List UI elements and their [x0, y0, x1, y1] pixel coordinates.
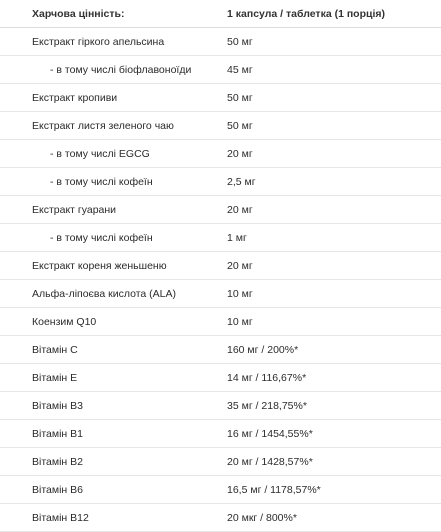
- nutrient-amount: 50 мг: [221, 112, 441, 140]
- nutrient-name: Екстракт листя зеленого чаю: [0, 112, 221, 140]
- nutrient-amount: 10 мг: [221, 280, 441, 308]
- nutrient-amount: 16,5 мг / 1178,57%*: [221, 476, 441, 504]
- nutrient-amount: 20 мг: [221, 196, 441, 224]
- nutrient-amount: 20 мг: [221, 252, 441, 280]
- nutrient-name: Коензим Q10: [0, 308, 221, 336]
- nutrient-name: Вітамін C: [0, 336, 221, 364]
- table-row: [0, 224, 441, 252]
- nutrient-amount: 20 мг / 1428,57%*: [221, 448, 441, 476]
- column-header-nutrient: Харчова цінність:: [0, 0, 221, 28]
- nutrient-amount: 10 мг: [221, 308, 441, 336]
- table-row: [0, 84, 441, 112]
- nutrient-amount: 2,5 мг: [221, 168, 441, 196]
- table-row: [0, 476, 441, 504]
- table-row: [0, 448, 441, 476]
- nutrient-amount: 45 мг: [221, 56, 441, 84]
- header-row: [0, 0, 441, 28]
- nutrient-name: - в тому числі біофлавоноїди: [0, 56, 221, 84]
- table-row: [0, 336, 441, 364]
- nutrient-amount: 20 мг: [221, 140, 441, 168]
- table-row: [0, 420, 441, 448]
- nutrient-amount: 50 мг: [221, 28, 441, 56]
- nutrient-amount: 16 мг / 1454,55%*: [221, 420, 441, 448]
- column-header-serving: 1 капсула / таблетка (1 порція): [221, 0, 441, 28]
- nutrient-name: - в тому числі кофеїн: [0, 224, 221, 252]
- nutrient-name: - в тому числі EGCG: [0, 140, 221, 168]
- nutrient-amount: 14 мг / 116,67%*: [221, 364, 441, 392]
- nutrient-name: Вітамін E: [0, 364, 221, 392]
- nutrient-name: Вітамін B2: [0, 448, 221, 476]
- nutrient-amount: 20 мкг / 800%*: [221, 504, 441, 532]
- table-row: [0, 308, 441, 336]
- table-row: [0, 168, 441, 196]
- nutrient-name: Вітамін B12: [0, 504, 221, 532]
- nutrient-name: - в тому числі кофеїн: [0, 168, 221, 196]
- nutrition-table-head: [0, 0, 441, 28]
- nutrient-amount: 160 мг / 200%*: [221, 336, 441, 364]
- nutrient-amount: 1 мг: [221, 224, 441, 252]
- table-row: [0, 364, 441, 392]
- table-row: [0, 252, 441, 280]
- nutrient-amount: 35 мг / 218,75%*: [221, 392, 441, 420]
- nutrient-name: Вітамін B3: [0, 392, 221, 420]
- nutrient-name: Вітамін B1: [0, 420, 221, 448]
- nutrient-name: Екстракт кропиви: [0, 84, 221, 112]
- table-row: [0, 280, 441, 308]
- nutrient-name: Екстракт гуарани: [0, 196, 221, 224]
- nutrient-name: Альфа-ліпоєва кислота (ALA): [0, 280, 221, 308]
- table-row: [0, 28, 441, 56]
- nutrient-name: Екстракт гіркого апельсина: [0, 28, 221, 56]
- table-row: [0, 56, 441, 84]
- table-row: [0, 140, 441, 168]
- table-row: [0, 196, 441, 224]
- table-row: [0, 504, 441, 532]
- nutrient-name: Екстракт кореня женьшеню: [0, 252, 221, 280]
- table-row: [0, 112, 441, 140]
- table-row: [0, 392, 441, 420]
- nutrient-name: Вітамін B6: [0, 476, 221, 504]
- nutrient-amount: 50 мг: [221, 84, 441, 112]
- nutrition-table-body: [0, 28, 441, 532]
